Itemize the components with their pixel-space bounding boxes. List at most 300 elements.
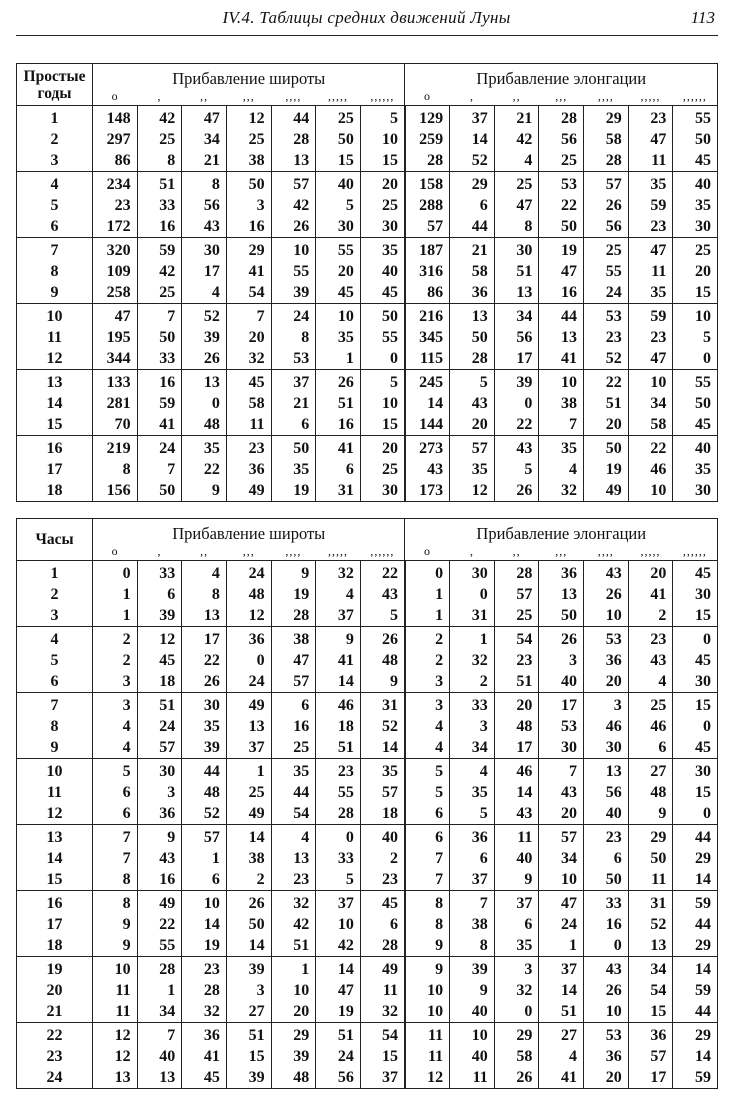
latitude-cell: 20 [360,172,405,196]
latitude-cell: 3 [226,195,271,216]
latitude-cell: 9 [271,561,316,585]
elongation-cell: 46 [628,716,673,737]
elongation-cell: 36 [584,650,629,671]
latitude-cell: 33 [137,348,182,370]
elongation-cell: 13 [539,327,584,348]
row-label: 9 [17,282,93,304]
row-label: 11 [17,327,93,348]
elongation-cell: 40 [584,803,629,825]
latitude-cell: 297 [93,129,138,150]
latitude-cell: 59 [137,393,182,414]
elongation-cell: 42 [494,129,539,150]
elongation-cell: 38 [450,914,495,935]
row-label: 9 [17,737,93,759]
latitude-cell: 1 [316,348,361,370]
first-col-header: Часы [17,519,93,561]
latitude-cell: 12 [93,1023,138,1047]
elongation-cell: 51 [584,393,629,414]
elongation-cell: 23 [628,216,673,238]
table-row [17,304,718,328]
latitude-cell: 13 [137,1067,182,1089]
elongation-cell: 5 [673,327,718,348]
row-label: 10 [17,759,93,783]
elongation-cell: 50 [539,605,584,627]
latitude-cell: 15 [226,1046,271,1067]
latitude-cell: 49 [226,480,271,502]
row-label: 10 [17,304,93,328]
elongation-cell: 26 [584,980,629,1001]
latitude-cell: 9 [316,627,361,651]
latitude-cell: 57 [137,737,182,759]
latitude-cell: 30 [360,216,405,238]
latitude-cell: 25 [137,129,182,150]
latitude-cell: 133 [93,370,138,394]
latitude-cell: 16 [137,869,182,891]
elongation-cell: 6 [584,848,629,869]
unit-label: ,,,,,, [673,544,718,561]
latitude-cell: 18 [137,671,182,693]
table-row [17,716,718,737]
table-body [17,106,718,502]
elongation-cell: 32 [494,980,539,1001]
latitude-cell: 219 [93,436,138,460]
elongation-cell: 5 [450,370,495,394]
latitude-cell: 6 [182,869,227,891]
table-row [17,195,718,216]
elongation-cell: 47 [494,195,539,216]
elongation-cell: 52 [584,348,629,370]
latitude-cell: 13 [226,716,271,737]
elongation-cell: 30 [673,216,718,238]
latitude-cell: 48 [271,1067,316,1089]
group-title-latitude: Прибавление широты [93,519,405,545]
latitude-cell: 25 [137,282,182,304]
elongation-cell: 30 [673,480,718,502]
latitude-cell: 258 [93,282,138,304]
elongation-cell: 35 [673,195,718,216]
elongation-cell: 35 [450,459,495,480]
elongation-cell: 16 [584,914,629,935]
unit-label: , [450,89,495,106]
unit-label: ,,, [226,89,271,106]
elongation-cell: 6 [405,803,450,825]
latitude-cell: 0 [316,825,361,849]
latitude-cell: 8 [93,869,138,891]
latitude-cell: 50 [360,304,405,328]
latitude-cell: 36 [137,803,182,825]
unit-label: ,,,,, [316,89,361,106]
latitude-cell: 33 [137,195,182,216]
elongation-cell: 44 [673,914,718,935]
elongation-cell: 0 [673,348,718,370]
latitude-cell: 22 [182,650,227,671]
row-label: 2 [17,129,93,150]
first-col-header: Простые годы [17,64,93,106]
latitude-cell: 8 [182,584,227,605]
elongation-cell: 8 [494,216,539,238]
latitude-cell: 37 [271,370,316,394]
row-label: 4 [17,627,93,651]
latitude-cell: 54 [226,282,271,304]
elongation-cell: 29 [494,1023,539,1047]
elongation-cell: 245 [405,370,450,394]
elongation-cell: 26 [584,584,629,605]
elongation-cell: 29 [673,1023,718,1047]
elongation-cell: 6 [494,914,539,935]
latitude-cell: 14 [316,957,361,981]
latitude-cell: 50 [137,327,182,348]
elongation-cell: 36 [539,561,584,585]
latitude-cell: 47 [182,106,227,130]
elongation-cell: 10 [405,980,450,1001]
running-head [0,8,733,30]
elongation-cell: 43 [494,803,539,825]
elongation-cell: 51 [494,671,539,693]
elongation-cell: 55 [673,370,718,394]
latitude-cell: 44 [271,106,316,130]
unit-label: , [137,89,182,106]
elongation-cell: 45 [673,737,718,759]
elongation-cell: 9 [628,803,673,825]
latitude-cell: 156 [93,480,138,502]
latitude-cell: 3 [137,782,182,803]
elongation-cell: 259 [405,129,450,150]
latitude-cell: 17 [182,627,227,651]
table-row [17,891,718,915]
latitude-cell: 48 [226,584,271,605]
row-label: 17 [17,459,93,480]
latitude-cell: 13 [182,605,227,627]
elongation-cell: 11 [628,261,673,282]
latitude-cell: 148 [93,106,138,130]
latitude-cell: 9 [182,480,227,502]
elongation-cell: 59 [628,195,673,216]
latitude-cell: 320 [93,238,138,262]
elongation-cell: 0 [673,627,718,651]
latitude-cell: 45 [226,370,271,394]
latitude-cell: 7 [137,304,182,328]
row-label: 7 [17,238,93,262]
elongation-cell: 19 [584,459,629,480]
latitude-cell: 43 [182,216,227,238]
elongation-cell: 4 [450,759,495,783]
elongation-cell: 55 [673,106,718,130]
latitude-cell: 109 [93,261,138,282]
elongation-cell: 14 [673,869,718,891]
latitude-cell: 52 [360,716,405,737]
row-label: 17 [17,914,93,935]
latitude-cell: 33 [137,561,182,585]
elongation-cell: 30 [673,584,718,605]
latitude-cell: 55 [316,782,361,803]
row-label: 3 [17,150,93,172]
table-row [17,172,718,196]
elongation-cell: 26 [584,195,629,216]
latitude-cell: 30 [316,216,361,238]
elongation-cell: 5 [450,803,495,825]
latitude-cell: 51 [316,737,361,759]
elongation-cell: 6 [628,737,673,759]
elongation-cell: 50 [584,436,629,460]
row-label: 5 [17,195,93,216]
elongation-cell: 25 [494,605,539,627]
group-title-latitude: Прибавление широты [93,64,405,90]
latitude-cell: 18 [316,716,361,737]
latitude-cell: 23 [271,869,316,891]
elongation-cell: 4 [494,150,539,172]
latitude-cell: 56 [316,1067,361,1089]
row-label: 11 [17,782,93,803]
table-row [17,216,718,238]
row-label: 16 [17,436,93,460]
latitude-cell: 11 [226,414,271,436]
latitude-cell: 0 [182,393,227,414]
elongation-cell: 26 [539,627,584,651]
latitude-cell: 41 [137,414,182,436]
elongation-cell: 26 [494,1067,539,1089]
latitude-cell: 4 [182,561,227,585]
latitude-cell: 37 [316,605,361,627]
latitude-cell: 41 [316,436,361,460]
elongation-cell: 8 [405,914,450,935]
latitude-cell: 57 [182,825,227,849]
elongation-cell: 40 [673,172,718,196]
latitude-cell: 40 [137,1046,182,1067]
elongation-cell: 43 [628,650,673,671]
latitude-cell: 8 [137,150,182,172]
table-row [17,1023,718,1047]
table-row [17,935,718,957]
elongation-cell: 25 [584,238,629,262]
table-row [17,782,718,803]
elongation-cell: 19 [539,238,584,262]
latitude-cell: 20 [271,1001,316,1023]
table-row [17,1001,718,1023]
latitude-cell: 29 [226,238,271,262]
elongation-cell: 48 [628,782,673,803]
latitude-cell: 48 [360,650,405,671]
elongation-cell: 43 [494,436,539,460]
elongation-cell: 37 [494,891,539,915]
elongation-cell: 46 [494,759,539,783]
elongation-cell: 59 [628,304,673,328]
running-title: IV.4. Таблицы средних движений Луны [222,8,511,27]
latitude-cell: 32 [182,1001,227,1023]
elongation-cell: 16 [539,282,584,304]
latitude-cell: 14 [316,671,361,693]
elongation-cell: 57 [539,825,584,849]
elongation-cell: 0 [673,803,718,825]
latitude-cell: 50 [226,914,271,935]
elongation-cell: 187 [405,238,450,262]
latitude-cell: 18 [360,803,405,825]
elongation-cell: 45 [673,150,718,172]
elongation-cell: 24 [584,282,629,304]
latitude-cell: 344 [93,348,138,370]
latitude-cell: 20 [226,327,271,348]
latitude-cell: 10 [316,304,361,328]
elongation-cell: 56 [539,129,584,150]
latitude-cell: 13 [271,150,316,172]
unit-label: , [450,544,495,561]
elongation-cell: 56 [494,327,539,348]
elongation-cell: 57 [494,584,539,605]
elongation-cell: 25 [494,172,539,196]
latitude-cell: 50 [316,129,361,150]
elongation-cell: 3 [539,650,584,671]
latitude-cell: 21 [271,393,316,414]
latitude-cell: 5 [316,195,361,216]
table-row [17,759,718,783]
unit-label: ,,,,,, [360,89,405,106]
latitude-cell: 55 [271,261,316,282]
elongation-cell: 7 [539,759,584,783]
latitude-cell: 29 [271,1023,316,1047]
elongation-cell: 9 [405,935,450,957]
latitude-cell: 35 [271,759,316,783]
latitude-cell: 53 [271,348,316,370]
row-label: 1 [17,106,93,130]
table-row [17,737,718,759]
latitude-cell: 5 [316,869,361,891]
table-row [17,957,718,981]
elongation-cell: 50 [673,393,718,414]
elongation-cell: 40 [450,1046,495,1067]
latitude-cell: 50 [137,480,182,502]
latitude-cell: 30 [182,693,227,717]
latitude-cell: 49 [226,803,271,825]
latitude-cell: 39 [226,957,271,981]
elongation-cell: 0 [584,935,629,957]
elongation-cell: 10 [405,1001,450,1023]
elongation-cell: 20 [628,561,673,585]
latitude-cell: 50 [271,436,316,460]
elongation-cell: 144 [405,414,450,436]
latitude-cell: 54 [360,1023,405,1047]
elongation-cell: 1 [450,627,495,651]
latitude-cell: 19 [316,1001,361,1023]
latitude-cell: 45 [182,1067,227,1089]
table-row [17,327,718,348]
latitude-cell: 31 [316,480,361,502]
latitude-cell: 9 [93,935,138,957]
elongation-cell: 30 [494,238,539,262]
elongation-cell: 3 [405,671,450,693]
elongation-cell: 15 [628,1001,673,1023]
elongation-cell: 0 [405,561,450,585]
table-row [17,480,718,502]
elongation-cell: 10 [539,370,584,394]
elongation-cell: 2 [405,627,450,651]
table-row [17,825,718,849]
elongation-cell: 33 [584,891,629,915]
elongation-cell: 17 [494,737,539,759]
elongation-cell: 3 [450,716,495,737]
latitude-cell: 16 [271,716,316,737]
latitude-cell: 3 [93,671,138,693]
elongation-cell: 0 [450,584,495,605]
elongation-cell: 13 [628,935,673,957]
elongation-cell: 37 [539,957,584,981]
latitude-cell: 1 [93,605,138,627]
latitude-cell: 37 [316,891,361,915]
table-row [17,671,718,693]
elongation-cell: 34 [494,304,539,328]
table-row [17,627,718,651]
elongation-cell: 58 [584,129,629,150]
elongation-cell: 216 [405,304,450,328]
latitude-cell: 35 [182,716,227,737]
latitude-cell: 45 [137,650,182,671]
elongation-cell: 10 [539,869,584,891]
elongation-cell: 20 [584,671,629,693]
latitude-cell: 51 [271,935,316,957]
elongation-cell: 23 [494,650,539,671]
elongation-cell: 22 [628,436,673,460]
elongation-cell: 53 [539,716,584,737]
elongation-cell: 22 [539,195,584,216]
table-row [17,459,718,480]
latitude-cell: 9 [360,671,405,693]
elongation-cell: 173 [405,480,450,502]
latitude-cell: 28 [137,957,182,981]
latitude-cell: 7 [226,304,271,328]
table-row [17,848,718,869]
elongation-cell: 14 [450,129,495,150]
latitude-cell: 13 [93,1067,138,1089]
elongation-cell: 50 [539,216,584,238]
latitude-cell: 40 [360,261,405,282]
row-label: 24 [17,1067,93,1089]
latitude-cell: 41 [316,650,361,671]
latitude-cell: 0 [226,650,271,671]
table-row [17,106,718,130]
elongation-cell: 41 [539,348,584,370]
latitude-cell: 195 [93,327,138,348]
latitude-cell: 57 [360,782,405,803]
latitude-cell: 19 [182,935,227,957]
elongation-cell: 41 [628,584,673,605]
elongation-cell: 20 [539,803,584,825]
elongation-cell: 30 [450,561,495,585]
row-label: 22 [17,1023,93,1047]
row-label: 15 [17,869,93,891]
elongation-cell: 36 [450,825,495,849]
latitude-cell: 51 [137,172,182,196]
row-label: 12 [17,348,93,370]
unit-label: ,, [494,89,539,106]
elongation-cell: 53 [584,627,629,651]
latitude-cell: 16 [316,414,361,436]
elongation-cell: 21 [450,238,495,262]
elongation-cell: 28 [494,561,539,585]
elongation-cell: 1 [539,935,584,957]
latitude-cell: 11 [93,980,138,1001]
latitude-cell: 45 [360,891,405,915]
latitude-cell: 57 [271,172,316,196]
latitude-cell: 23 [226,436,271,460]
row-label: 12 [17,803,93,825]
elongation-cell: 58 [628,414,673,436]
latitude-cell: 52 [182,304,227,328]
latitude-cell: 22 [360,561,405,585]
unit-label: o [405,544,450,561]
elongation-cell: 20 [450,414,495,436]
latitude-cell: 52 [182,803,227,825]
elongation-cell: 30 [539,737,584,759]
elongation-cell: 30 [584,737,629,759]
elongation-cell: 15 [673,282,718,304]
